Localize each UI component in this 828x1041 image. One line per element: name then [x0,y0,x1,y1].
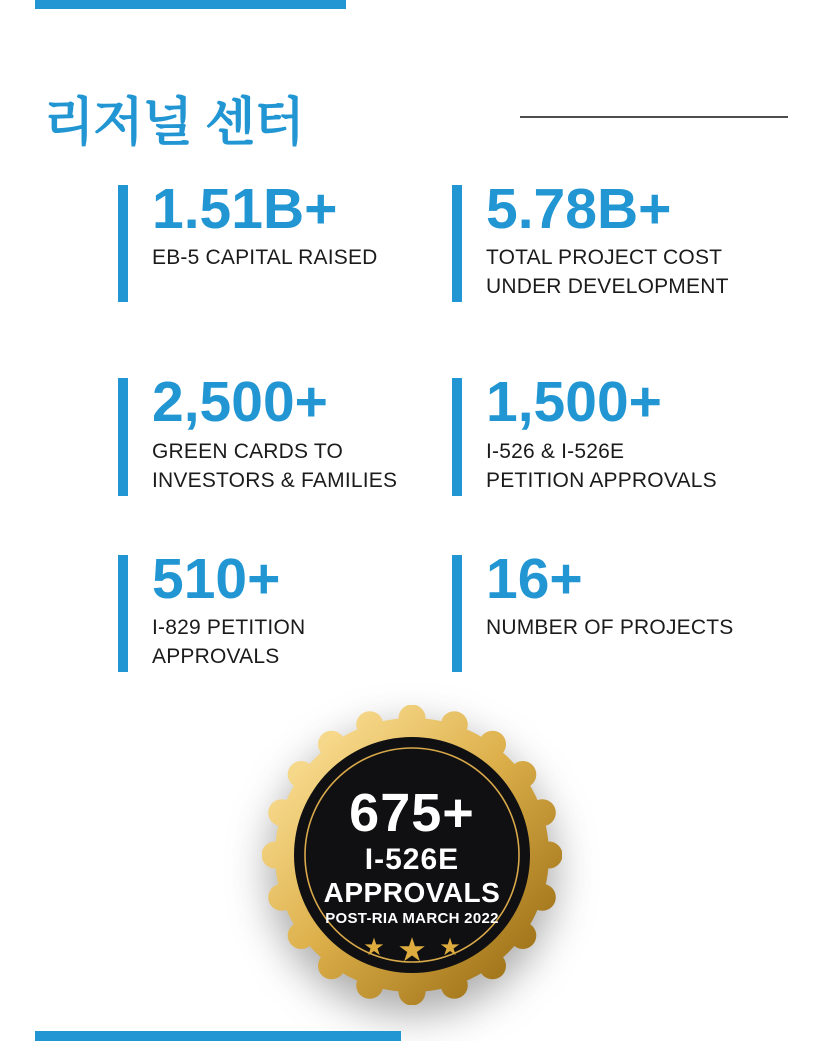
stat-label: I-829 PETITION APPROVALS [152,616,306,669]
page-title: 리저널 센터 [44,94,304,152]
stat-label: NUMBER OF PROJECTS [486,616,734,640]
stat-accent-bar [118,555,128,672]
badge-seal-graphic [262,705,562,1005]
bottom-edge-bar [35,1031,401,1041]
stat-total-project-cost [452,177,786,302]
approvals-seal-badge [262,705,562,1005]
stats-row-3 [118,546,798,672]
star-icon: ★ [397,930,427,969]
star-icon: ★ [439,933,461,961]
stat-eb5-capital-raised [118,177,452,302]
stat-accent-bar [452,555,462,672]
stat-accent-bar [452,378,462,495]
header-divider-line [520,116,788,118]
stat-value: 2,500+ [152,370,328,435]
stat-value: 16+ [486,546,583,611]
stat-accent-bar [118,378,128,495]
stat-value: 1.51B+ [152,177,338,241]
stat-number-of-projects [452,546,786,672]
badge-title-line2: APPROVALS [323,877,501,908]
stat-green-cards [118,370,452,495]
stat-label: GREEN CARDS TO INVESTORS & FAMILIES [152,439,398,492]
stat-value: 5.78B+ [486,177,672,241]
stats-row-2 [118,370,798,495]
stat-value: 510+ [152,546,281,611]
stat-accent-bar [452,185,462,302]
star-icon: ★ [363,933,385,961]
badge-title-line1: I-526E [364,843,460,876]
stat-label: TOTAL PROJECT COST UNDER DEVELOPMENT [486,246,729,299]
stats-section [118,177,798,672]
stat-label: I-526 & I-526E PETITION APPROVALS [486,439,717,492]
stat-i829-approvals [118,546,452,672]
stat-accent-bar [118,185,128,302]
top-edge-bar [35,0,346,9]
stat-i526-approvals [452,370,786,495]
badge-value: 675+ [349,783,475,843]
stat-value: 1,500+ [486,370,662,435]
badge-subtitle: POST-RIA MARCH 2022 [325,910,499,927]
stat-label: EB-5 CAPITAL RAISED [152,246,378,270]
stats-row-1 [118,177,798,302]
